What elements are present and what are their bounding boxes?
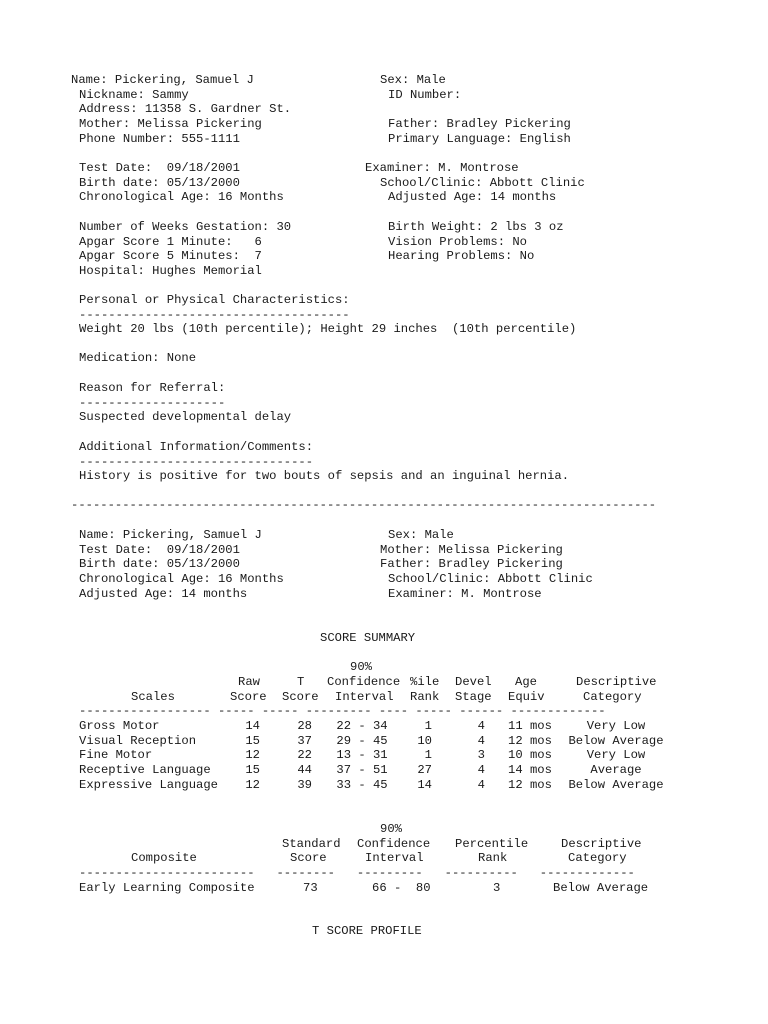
- test-date-line-2: Test Date: 09/18/2001: [79, 543, 240, 557]
- referral-text: Suspected developmental delay: [79, 410, 292, 424]
- ss-cell-scale: Expressive Language: [79, 777, 218, 792]
- ss-cell-stage: 4: [477, 719, 485, 733]
- ss-cell-scale: Visual Reception: [79, 733, 197, 748]
- ss-hdr-scales: Scales: [131, 690, 175, 704]
- ss-cell-t: 37: [297, 733, 312, 748]
- personal-title: Personal or Physical Characteristics:: [79, 293, 350, 307]
- medication-line: Medication: None: [79, 351, 197, 365]
- ss-cell-desc: Below Average: [568, 777, 664, 792]
- name-line-2: Name: Pickering, Samuel J: [79, 528, 262, 542]
- comp-row-ci: 66 - 80: [372, 881, 431, 895]
- comp-hdr-90: 90%: [380, 822, 402, 836]
- ss-cell-age: 12 mos: [508, 733, 552, 748]
- examiner-line-2: Examiner: M. Montrose: [388, 587, 542, 601]
- birth-date-line-2: Birth date: 05/13/2000: [79, 557, 240, 571]
- chron-age-line: Chronological Age: 16 Months: [79, 190, 284, 204]
- father-line: Father: Bradley Pickering: [388, 117, 571, 131]
- ss-cell-raw: 15: [245, 733, 260, 748]
- mother-line: Mother: Melissa Pickering: [79, 117, 262, 131]
- address-line: Address: 11358 S. Gardner St.: [79, 102, 292, 116]
- referral-title: Reason for Referral:: [79, 381, 226, 395]
- ss-hdr-ile: %ile: [410, 675, 440, 689]
- referral-rule: --------------------: [79, 396, 226, 410]
- comp-hdr-composite: Composite: [131, 851, 197, 865]
- mother-line-2: Mother: Melissa Pickering: [380, 543, 563, 557]
- ss-hdr-rank: Rank: [410, 690, 440, 704]
- sex-line: Sex: Male: [380, 73, 446, 87]
- ss-cell-ile: 1: [424, 748, 432, 763]
- ss-cell-t: 28: [297, 719, 312, 733]
- ss-cell-raw: 12: [245, 748, 260, 763]
- additional-rule: --------------------------------: [79, 455, 314, 469]
- ss-cell-stage: 4: [477, 733, 485, 748]
- ss-cell-scale: Receptive Language: [79, 763, 211, 778]
- ss-hdr-score-t: Score: [282, 690, 319, 704]
- comp-hdr-rank: Rank: [478, 851, 508, 865]
- ss-cell-age: 10 mos: [508, 748, 552, 763]
- ss-cell-age: 14 mos: [508, 763, 552, 778]
- comp-hdr-standard: Standard: [282, 837, 341, 851]
- examiner-line: Examiner: M. Montrose: [365, 161, 519, 175]
- apgar1-line: Apgar Score 1 Minute: 6: [79, 235, 262, 249]
- ss-cell-ile: 10: [417, 733, 432, 748]
- ss-hdr-devel: Devel: [455, 675, 492, 689]
- ss-rule: ------------------ ----- ----- --------- ---- ----- ------ -------------: [79, 704, 606, 718]
- comp-hdr-percentile: Percentile: [455, 837, 529, 851]
- t-score-profile-title: T SCORE PROFILE: [312, 924, 422, 938]
- ss-cell-ile: 14: [417, 777, 432, 792]
- school-line-2: School/Clinic: Abbott Clinic: [388, 572, 593, 586]
- ss-hdr-descriptive: Descriptive: [576, 675, 657, 689]
- language-line: Primary Language: English: [388, 132, 571, 146]
- comp-row-name: Early Learning Composite: [79, 881, 255, 895]
- ss-cell-desc: Below Average: [568, 733, 664, 748]
- comp-row-rank: 3: [493, 881, 501, 895]
- score-summary-title: SCORE SUMMARY: [320, 631, 416, 645]
- comp-hdr-score: Score: [290, 851, 327, 865]
- personal-text: Weight 20 lbs (10th percentile); Height 29 inches (10th percentile): [79, 322, 577, 336]
- ss-cell-ci: 33 - 45: [336, 777, 388, 792]
- ss-cell-scale: Fine Motor: [79, 748, 153, 763]
- apgar5-line: Apgar Score 5 Minutes: 7: [79, 249, 262, 263]
- ss-cell-scale: Gross Motor: [79, 719, 160, 733]
- nickname-line: Nickname: Sammy: [79, 88, 189, 102]
- hearing-line: Hearing Problems: No: [388, 249, 535, 263]
- adjusted-age-line-2: Adjusted Age: 14 months: [79, 587, 248, 601]
- birth-weight-line: Birth Weight: 2 lbs 3 oz: [388, 220, 564, 234]
- id-number-line: ID Number:: [388, 88, 462, 102]
- sex-line-2: Sex: Male: [388, 528, 454, 542]
- ss-cell-stage: 3: [477, 748, 485, 763]
- ss-cell-stage: 4: [477, 763, 485, 778]
- ss-cell-raw: 15: [245, 763, 260, 778]
- ss-cell-stage: 4: [477, 777, 485, 792]
- ss-hdr-interval: Interval: [335, 690, 394, 704]
- ss-hdr-t: T: [297, 675, 305, 689]
- ss-cell-ci: 37 - 51: [336, 763, 388, 778]
- ss-hdr-score: Score: [230, 690, 267, 704]
- ss-hdr-category: Category: [583, 690, 642, 704]
- comp-rule: ------------------------ -------- --------- ---------- -------------: [79, 866, 635, 880]
- ss-cell-desc: Average: [590, 763, 642, 778]
- ss-hdr-stage: Stage: [455, 690, 492, 704]
- comp-hdr-interval: Interval: [365, 851, 424, 865]
- ss-cell-raw: 14: [245, 719, 260, 733]
- ss-cell-age: 12 mos: [508, 777, 552, 792]
- comp-hdr-category: Category: [568, 851, 627, 865]
- ss-cell-ile: 1: [424, 719, 432, 733]
- name-line: Name: Pickering, Samuel J: [71, 73, 254, 87]
- ss-cell-age: 11 mos: [508, 719, 552, 733]
- ss-hdr-90: 90%: [350, 660, 372, 674]
- ss-hdr-age: Age: [515, 675, 537, 689]
- chron-age-line-2: Chronological Age: 16 Months: [79, 572, 284, 586]
- comp-hdr-descriptive: Descriptive: [561, 837, 642, 851]
- additional-text: History is positive for two bouts of sepsis and an inguinal hernia.: [79, 469, 570, 483]
- gestation-line: Number of Weeks Gestation: 30: [79, 220, 292, 234]
- ss-cell-ci: 22 - 34: [336, 719, 388, 733]
- hospital-line: Hospital: Hughes Memorial: [79, 264, 262, 278]
- ss-cell-raw: 12: [245, 777, 260, 792]
- test-date-line: Test Date: 09/18/2001: [79, 161, 240, 175]
- ss-cell-t: 44: [297, 763, 312, 778]
- personal-rule: -------------------------------------: [79, 308, 350, 322]
- comp-row-score: 73: [303, 881, 318, 895]
- ss-cell-t: 39: [297, 777, 312, 792]
- ss-cell-t: 22: [297, 748, 312, 763]
- ss-cell-desc: Very Low: [586, 748, 646, 763]
- ss-cell-ci: 29 - 45: [336, 733, 388, 748]
- comp-hdr-confidence: Confidence: [357, 837, 431, 851]
- ss-hdr-confidence: Confidence: [327, 675, 401, 689]
- father-line-2: Father: Bradley Pickering: [380, 557, 563, 571]
- vision-line: Vision Problems: No: [388, 235, 527, 249]
- school-line: School/Clinic: Abbott Clinic: [380, 176, 585, 190]
- comp-row-desc: Below Average: [553, 881, 649, 895]
- adjusted-age-line: Adjusted Age: 14 months: [388, 190, 557, 204]
- ss-cell-desc: Very Low: [586, 719, 646, 733]
- birth-date-line: Birth date: 05/13/2000: [79, 176, 240, 190]
- phone-line: Phone Number: 555-1111: [79, 132, 240, 146]
- page-separator: --------------------------------------------------------------------------------: [71, 498, 657, 512]
- ss-hdr-equiv: Equiv: [508, 690, 545, 704]
- ss-cell-ile: 27: [417, 763, 432, 778]
- ss-cell-ci: 13 - 31: [336, 748, 388, 763]
- additional-title: Additional Information/Comments:: [79, 440, 314, 454]
- ss-hdr-raw: Raw: [238, 675, 260, 689]
